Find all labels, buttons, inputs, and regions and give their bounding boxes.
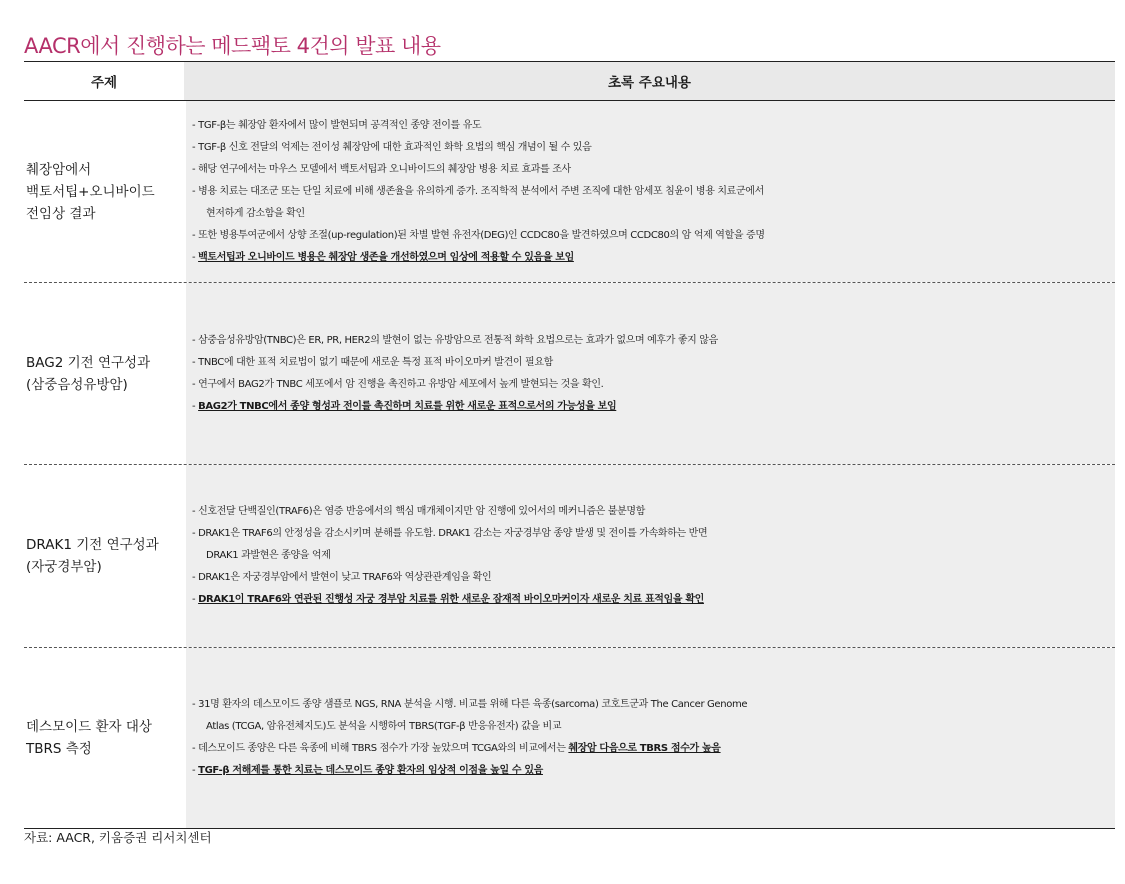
summary-line: - DRAK1이 TRAF6와 연관된 진행성 자궁 경부암 치료를 위한 새로운 잠재적 바이오마커이자 새로운 치료 표적임을 확인	[192, 594, 704, 605]
topic-line: 데스모이드 환자 대상	[26, 719, 152, 735]
topic-line: 백토서팁+오니바이드	[26, 183, 155, 200]
table-row	[24, 648, 1115, 829]
summary-line: - 31명 환자의 데스모이드 종양 샘플로 NGS, RNA 분석을 시행. 비교를 위해 다른 육종(sarcoma) 코호트군과 The Cancer Genome	[192, 699, 748, 710]
summary-line: - 신호전달 단백질인(TRAF6)은 염증 반응에서의 핵심 매개체이지만 암 진행에 있어서의 메커니즘은 불분명함	[192, 506, 646, 517]
table-row	[24, 465, 1115, 648]
row-summary	[186, 465, 1115, 647]
summary-line: - 또한 병용투여군에서 상향 조절(up-regulation)된 차별 발현 유전자(DEG)인 CCDC80을 발견하였으며 CCDC80의 암 억제 역할을 증명	[192, 229, 765, 241]
summary-line: Atlas (TCGA, 암유전체지도)도 분석을 시행하여 TBRS(TGF-β 반응유전자) 값을 비교	[206, 721, 562, 732]
topic-line: (자궁경부암)	[26, 559, 102, 575]
key-finding: TGF-β 저해제를 통한 치료는 데스모이드 종양 환자의 임상적 이점을 높일 수 있음	[198, 765, 543, 776]
key-finding: DRAK1이 TRAF6와 연관된 진행성 자궁 경부암 치료를 위한 새로운 잠재적 바이오마커이자 새로운 치료 표적임을 확인	[198, 594, 704, 605]
page-title: AACR에서 진행하는 메드팩토 4건의 발표 내용	[24, 34, 441, 58]
row-topic	[24, 465, 186, 647]
topic-line: 췌장암에서	[26, 161, 92, 178]
summary-line: - TGF-β 신호 전달의 억제는 전이성 췌장암에 대한 효과적인 화학 요법의 핵심 개념이 될 수 있음	[192, 141, 592, 153]
table-row	[24, 101, 1115, 283]
header-topic: 주제	[90, 75, 118, 91]
row-summary	[186, 648, 1115, 828]
table-row	[24, 283, 1115, 465]
topic-line: 전임상 결과	[26, 205, 96, 222]
topic-line: (삼중음성유방암)	[26, 376, 128, 393]
key-finding: 췌장암 다음으로 TBRS 점수가 높음	[568, 743, 721, 754]
table-body	[24, 101, 1115, 829]
row-summary	[186, 283, 1115, 464]
key-finding: BAG2가 TNBC에서 종양 형성과 전이를 촉진하며 치료를 위한 새로운 표적으로서의 가능성을 보임	[198, 400, 617, 412]
header-summary: 초록 주요내용	[184, 62, 1115, 100]
summary-line: - 데스모이드 종양은 다른 육종에 비해 TBRS 점수가 가장 높았으며 TCGA와의 비교에서는 췌장암 다음으로 TBRS 점수가 높음	[192, 743, 721, 754]
summary-line: - 백토서팁과 오니바이드 병용은 췌장암 생존을 개선하였으며 임상에 적용할 수 있음을 보임	[192, 251, 574, 263]
table-header	[24, 62, 1115, 101]
summary-line: - DRAK1은 TRAF6의 안정성을 감소시키며 분해를 유도함. DRAK1 감소는 자궁경부암 종양 발생 및 전이를 가속화하는 반면	[192, 528, 708, 539]
key-finding: 백토서팁과 오니바이드 병용은 췌장암 생존을 개선하였으며 임상에 적용할 수 있음을 보임	[198, 251, 574, 263]
summary-line: - 연구에서 BAG2가 TNBC 세포에서 암 진행을 촉진하고 유방암 세포에서 높게 발현되는 것을 확인.	[192, 378, 604, 390]
summary-line: - DRAK1은 자궁경부암에서 발현이 낮고 TRAF6와 역상관관계임을 확인	[192, 572, 492, 583]
summary-line: 현저하게 감소함을 확인	[206, 207, 305, 219]
summary-line: - 병용 치료는 대조군 또는 단일 치료에 비해 생존율을 유의하게 증가. 조직학적 분석에서 주변 조직에 대한 암세포 침윤이 병용 치료군에서	[192, 185, 764, 197]
source-note: 자료: AACR, 키움증권 리서치센터	[24, 830, 212, 845]
summary-line: - TGF-β는 췌장암 환자에서 많이 발현되며 공격적인 종양 전이를 유도	[192, 119, 482, 131]
row-summary	[186, 101, 1115, 282]
summary-line: - 삼중음성유방암(TNBC)은 ER, PR, HER2의 발현이 없는 유방암으로 전통적 화학 요법으로는 효과가 없으며 예후가 좋지 않음	[192, 334, 718, 346]
summary-line: - TGF-β 저해제를 통한 치료는 데스모이드 종양 환자의 임상적 이점을 높일 수 있음	[192, 765, 543, 776]
summary-line: - BAG2가 TNBC에서 종양 형성과 전이를 촉진하며 치료를 위한 새로운 표적으로서의 가능성을 보임	[192, 400, 617, 412]
summary-line: DRAK1 과발현은 종양을 억제	[206, 550, 331, 561]
row-topic	[24, 648, 186, 828]
topic-line: BAG2 기전 연구성과	[26, 354, 151, 371]
topic-line: TBRS 측정	[26, 741, 92, 757]
topic-line: DRAK1 기전 연구성과	[26, 537, 159, 553]
row-topic	[24, 101, 186, 282]
summary-line: - 해당 연구에서는 마우스 모델에서 백토서팁과 오니바이드의 췌장암 병용 치료 효과를 조사	[192, 163, 571, 175]
summary-line: - TNBC에 대한 표적 치료법이 없기 때문에 새로운 특정 표적 바이오마커 발견이 필요함	[192, 356, 553, 368]
findings-table	[24, 61, 1115, 829]
row-topic	[24, 283, 186, 464]
